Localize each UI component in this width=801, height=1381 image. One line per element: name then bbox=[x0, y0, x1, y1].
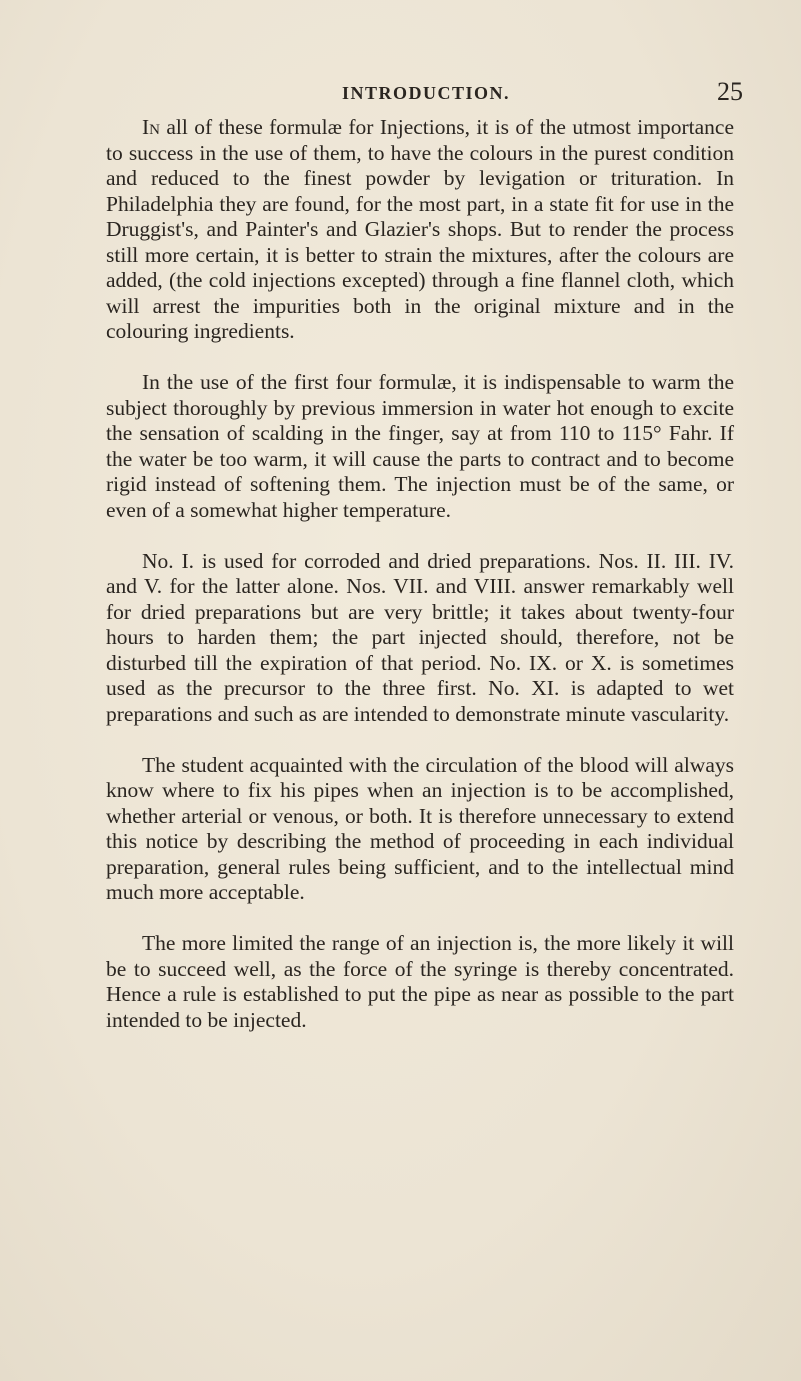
paragraph-1-text: all of these formulæ for Injections, it is of the utmost importance to success in the use of them, to have the colours in the purest condition and reduced to the finest powder by levigation or trituration. In Philadelphia they are found, for the most part, in a state fit for use in the Druggist's, and Painter's and Glazier's shops. But to render the process still more certain, it is better to strain the mixtures, after the colours are added, (the cold injections excepted) through a fine flannel cloth, which will arrest the impurities both in the original mixture and in the colouring ingredients. bbox=[106, 115, 734, 343]
body-text bbox=[106, 115, 734, 1033]
paragraph-1 bbox=[106, 115, 734, 345]
paragraph-5: The more limited the range of an injection is, the more likely it will be to succeed well, as the force of the syringe is thereby concentrated. Hence a rule is established to put the pipe as near as possible to the part intended to be injected. bbox=[106, 931, 734, 1032]
paragraph-lead-word: In bbox=[142, 115, 160, 139]
paragraph-2: In the use of the first four formulæ, it is indispensable to warm the subject thoroughly by previous immersion in water hot enough to excite the sensation of scalding in the finger, say at from 110 to 115° Fahr. If the water be too warm, it will cause the parts to contract and to become rigid instead of softening them. The injection must be of the same, or even of a somewhat higher temperature. bbox=[106, 370, 734, 522]
page-header bbox=[0, 77, 801, 109]
running-title: INTRODUCTION. bbox=[342, 83, 511, 103]
paragraph-3: No. I. is used for corroded and dried preparations. Nos. II. III. IV. and V. for the latter alone. Nos. VII. and VIII. answer remarkably well for dried preparations but are very brittle; it takes about twenty-four hours to harden them; the part injected should, therefore, not be disturbed till the expiration of that period. No. IX. or X. is sometimes used as the precursor to the three first. No. XI. is adapted to wet preparations and such as are intended to demonstrate minute vascularity. bbox=[106, 548, 734, 726]
page-number: 25 bbox=[717, 77, 743, 106]
paragraph-4: The student acquainted with the circulation of the blood will always know where to fix his pipes when an injection is to be accomplished, whether arterial or venous, or both. It is therefore unnecessary to extend this notice by describing the method of proceeding in each individual preparation, general rules being sufficient, and to the intellectual mind much more acceptable. bbox=[106, 752, 734, 904]
